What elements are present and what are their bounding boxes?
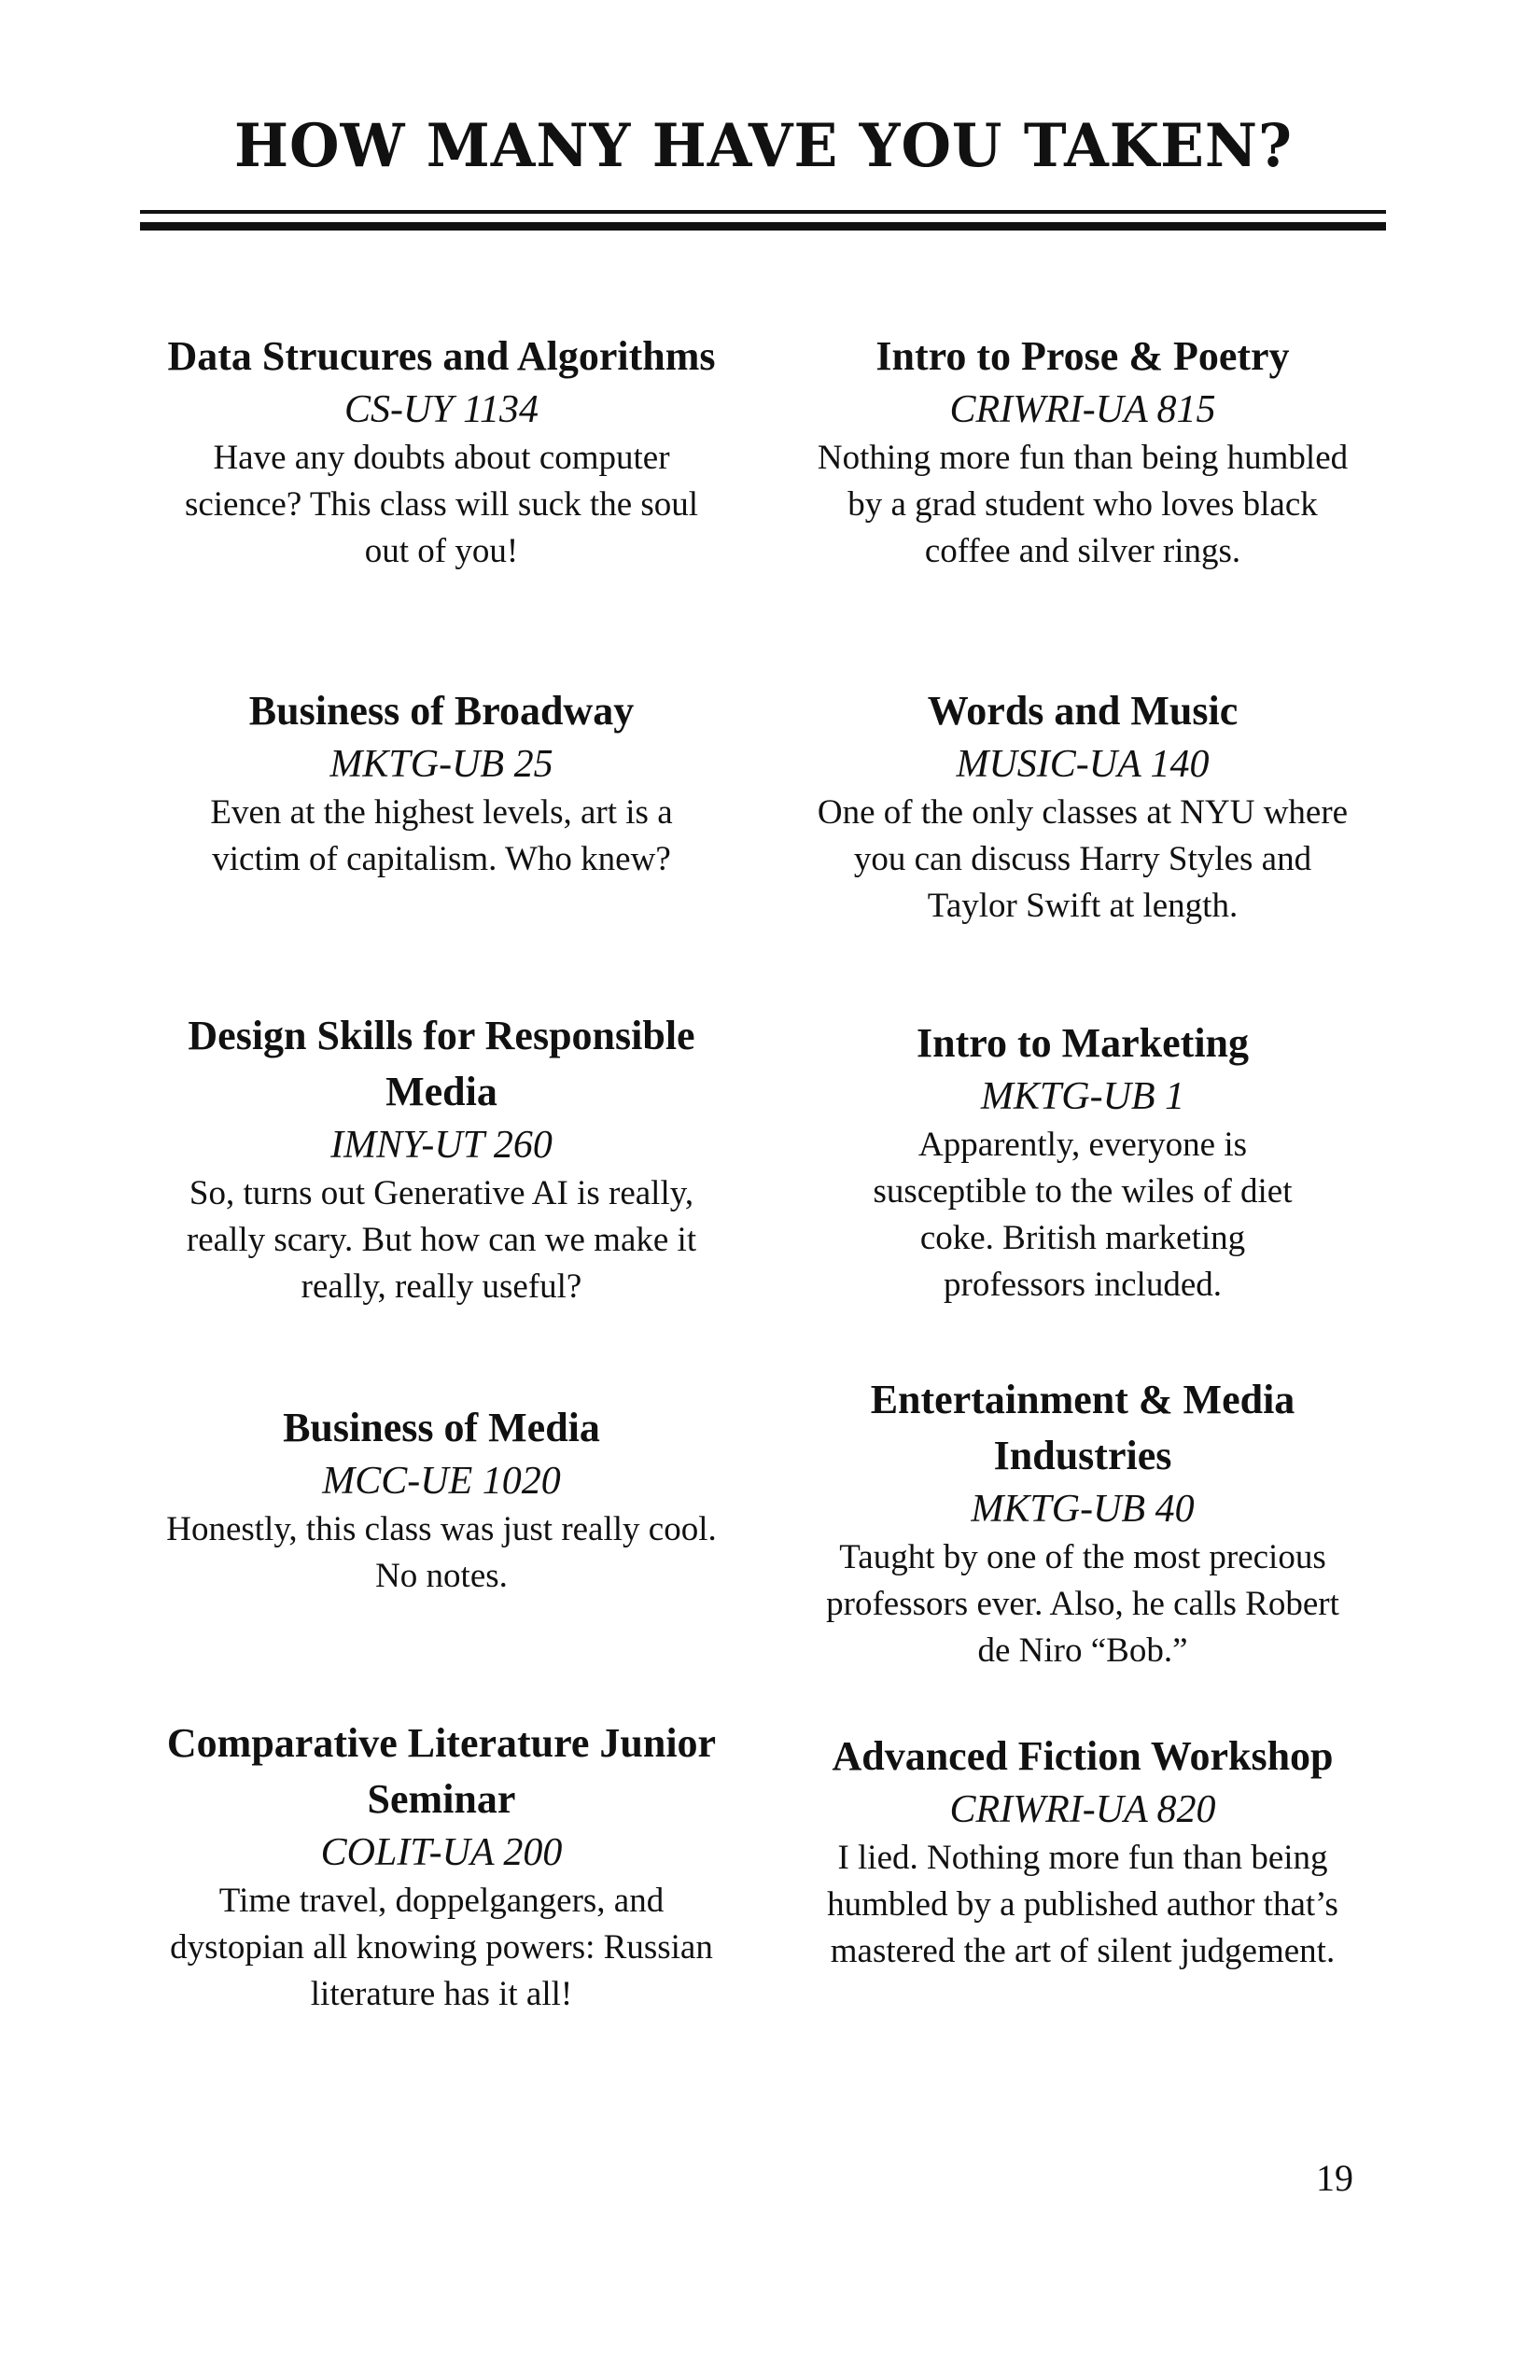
course-description: So, turns out Generative AI is really, really scary. But how can we make it really, really useful? [186, 1174, 697, 1306]
course-code: CS-UY 1134 [343, 388, 539, 431]
course-entry [756, 1015, 1409, 1309]
course-name: Entertainment & Media Industries [870, 1377, 1295, 1478]
course-entry [756, 1372, 1409, 1674]
course-name: Words and Music [927, 688, 1239, 734]
course-code: MCC-UE 1020 [322, 1460, 561, 1503]
course-code: MUSIC-UA 140 [956, 743, 1210, 786]
course-entry [115, 1715, 768, 2018]
course-name: Business of Broadway [248, 688, 635, 734]
course-name: Intro to Marketing [916, 1020, 1250, 1066]
page-title: HOW MANY HAVE YOU TAKEN? [233, 111, 1293, 181]
course-entry [756, 683, 1409, 930]
course-code: COLIT-UA 200 [320, 1831, 563, 1874]
course-code: CRIWRI-UA 820 [949, 1788, 1216, 1831]
course-entry [115, 683, 768, 883]
course-code: IMNY-UT 260 [330, 1124, 553, 1167]
course-name: Comparative Literature Junior Seminar [166, 1720, 717, 1822]
course-code: CRIWRI-UA 815 [949, 388, 1216, 431]
course-code: MKTG-UB 40 [971, 1488, 1195, 1531]
course-description: Honestly, this class was just really cool. No notes. [166, 1510, 717, 1595]
course-name: Intro to Prose & Poetry [875, 333, 1290, 379]
course-description: Taught by one of the most precious professors ever. Also, he calls Robert de Niro “Bob.” [826, 1538, 1339, 1670]
course-entry [756, 329, 1409, 575]
course-name: Design Skills for Responsible Media [188, 1013, 695, 1114]
course-description: Apparently, everyone is susceptible to the wiles of diet coke. British marketing professors included. [873, 1126, 1293, 1304]
course-name: Advanced Fiction Workshop [832, 1733, 1334, 1779]
course-description: One of the only classes at NYU where you can discuss Harry Styles and Taylor Swift at length. [817, 793, 1349, 925]
course-code: MKTG-UB 1 [980, 1075, 1185, 1118]
page-number: 19 [1316, 2157, 1353, 2199]
title-rule-thin [140, 210, 1386, 214]
course-description: Have any doubts about computer science? This class will suck the soul out of you! [184, 439, 699, 570]
course-description: I lied. Nothing more fun than being humbled by a published author that’s mastered the art of silent judgement. [827, 1839, 1338, 1970]
course-description: Nothing more fun than being humbled by a grad student who loves black coffee and silver rings. [817, 439, 1349, 570]
title-rule-thick [140, 222, 1386, 231]
course-entry [115, 329, 768, 575]
course-description: Time travel, doppelgangers, and dystopian all knowing powers: Russian literature has it all! [170, 1882, 713, 2013]
course-name: Data Strucures and Algorithms [167, 333, 716, 379]
course-description: Even at the highest levels, art is a victim of capitalism. Who knew? [210, 793, 673, 878]
course-entry [115, 1008, 768, 1310]
course-entry [756, 1729, 1409, 1975]
course-entry [115, 1400, 768, 1600]
course-code: MKTG-UB 25 [329, 743, 553, 786]
course-name: Business of Media [283, 1405, 600, 1450]
